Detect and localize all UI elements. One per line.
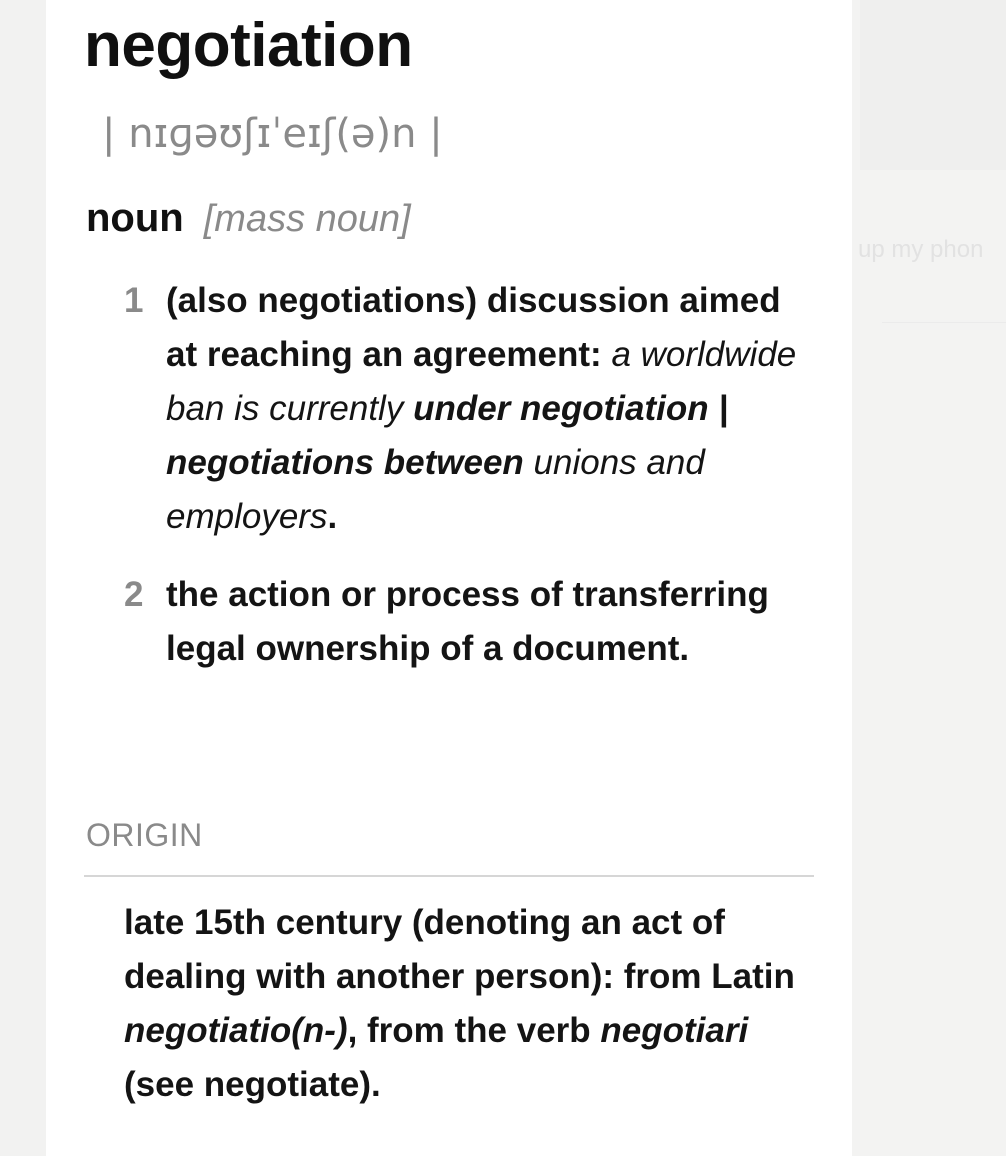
sense-definition	[166, 274, 816, 544]
origin-latin-1: negotiatio(n-)	[124, 1011, 348, 1050]
background-ghost-text: up my phon	[858, 236, 984, 263]
sense-1	[124, 274, 824, 544]
origin-text-2: , from the verb	[347, 1011, 601, 1050]
background-divider	[882, 322, 1006, 323]
origin-heading: ORIGIN	[86, 817, 203, 853]
sense-number: 1	[124, 281, 144, 320]
origin-latin-2: negotiari	[600, 1011, 749, 1050]
origin-text-1: late 15th century (denoting an act of dealing with another person): from Latin	[124, 903, 795, 996]
definition-open: (also	[166, 281, 258, 320]
background-window	[852, 0, 1006, 1156]
headword: negotiation	[84, 11, 413, 80]
example-suffix: unions and employers	[166, 443, 705, 536]
sense-number: 2	[124, 575, 144, 614]
sense-2	[124, 568, 824, 676]
sense-definition: the action or process of transferring legal ownership of a document.	[166, 575, 769, 668]
example-end: .	[327, 497, 338, 536]
definition-bold-term: negotiations	[257, 281, 466, 320]
example-phrase-2: negotiations between	[166, 443, 524, 482]
origin-divider	[84, 875, 814, 877]
pronunciation: | nɪɡəʊʃɪˈeɪʃ(ə)n |	[102, 111, 443, 157]
grammar-note: [mass noun]	[203, 198, 411, 240]
example-prefix: a worldwide ban is currently	[166, 335, 797, 428]
origin-text	[124, 896, 824, 1112]
background-block	[860, 0, 1006, 170]
part-of-speech-line	[86, 196, 411, 241]
origin-text-3: (see negotiate).	[124, 1065, 381, 1104]
left-background-strip	[0, 0, 46, 1156]
part-of-speech: noun	[86, 196, 184, 240]
definition-text: ) discussion aimed at reaching an agreement:	[166, 281, 781, 374]
example-separator: |	[718, 389, 729, 428]
example-phrase-1: under negotiation	[413, 389, 709, 428]
